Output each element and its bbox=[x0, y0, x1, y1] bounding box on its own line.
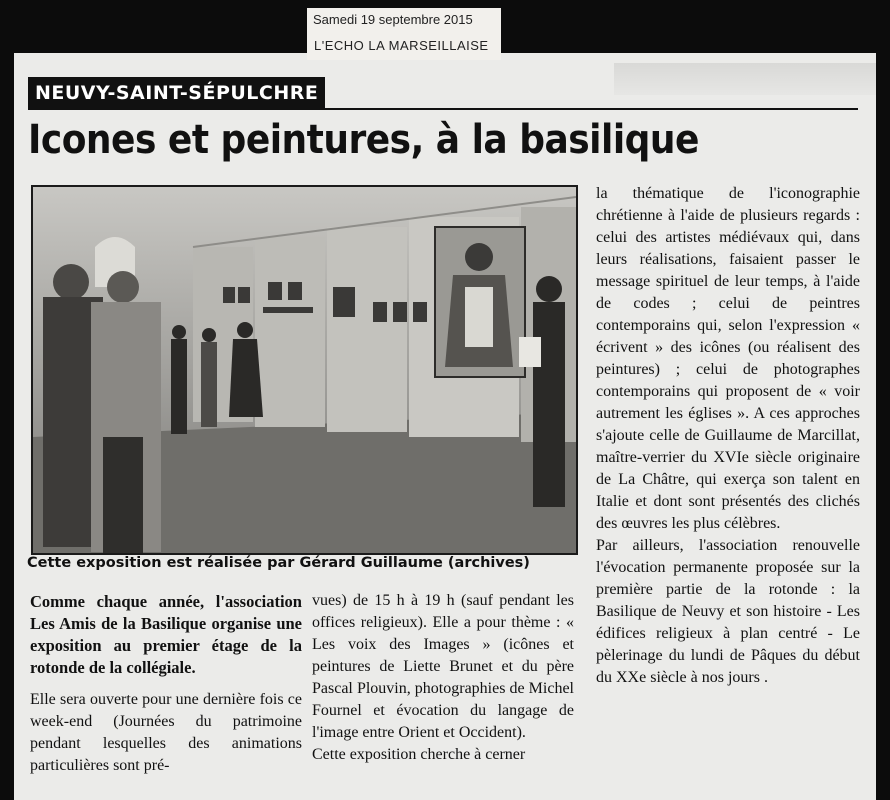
column-1 bbox=[30, 591, 302, 777]
body-paragraph: vues) de 15 h à 19 h (sauf pendant les offices religieux). Elle a pour thème : « Les voix des Images » (icônes et peintures de Liette Brunet et du père Pascal Plouvin, photographies de Michel Fournel et évocation du langage de l'image entre Orient et Occident). bbox=[312, 592, 574, 741]
exhibition-photo-drawing bbox=[33, 187, 576, 553]
publication-date: Samedi 19 septembre 2015 bbox=[313, 12, 473, 27]
photo-caption: Cette exposition est réalisée par Gérard Guillaume (archives) bbox=[27, 555, 530, 571]
rubric-rule bbox=[28, 108, 858, 110]
section-rubric: NEUVY-SAINT-SÉPULCHRE bbox=[28, 77, 325, 110]
lead-paragraph: Comme chaque année, l'association Les Amis de la Basilique organise une exposition au premier étage de la rotonde de la collégiale. bbox=[30, 592, 302, 677]
article-headline: Icones et peintures, à la basilique bbox=[28, 117, 699, 163]
large-icon-painting bbox=[435, 227, 525, 377]
newspaper-clipping bbox=[14, 53, 876, 800]
body-paragraph: Par ailleurs, l'association renouvelle l'évocation permanente proposée sur la première partie de la rotonde : la Basilique de Neuvy et son histoire - Les édifices religieux à plan centré - Le pèlerinage du lundi de Pâques du début du XXe siècle à nos jours . bbox=[596, 537, 860, 686]
body-paragraph: Elle sera ouverte pour une dernière fois ce week-end (Journées du patrimoine pendant lesquelles des animations particulières sont pré- bbox=[30, 691, 302, 774]
body-paragraph: la thématique de l'iconographie chrétienne à l'aide de plusieurs regards : celui des artistes médiévaux qui, dans leurs réalisations, faisaient passer le message spirituel de leur temps, à l'aide de codes ; celui de peintres contemporains qui, selon l'expression « écrivent » des icônes (ou réalisent des peintures) ; celui de photographes contemporains qui proposent de « voir autrement les églises ». A ces approches s'ajoute celle de Guillaume de Marcillat, maître-verrier du XVIe siècle originaire de La Châtre, qui exerça son talent en Italie et dont sont présentés des clichés des œuvres les plus célèbres. bbox=[596, 185, 860, 532]
body-paragraph: Cette exposition cherche à cerner bbox=[312, 746, 526, 763]
publication-name: L'ECHO LA MARSEILLAISE bbox=[314, 38, 489, 53]
column-2 bbox=[312, 590, 574, 766]
column-3 bbox=[596, 183, 860, 689]
newspaper-source-tag bbox=[307, 8, 501, 60]
bleed-through-text bbox=[614, 63, 876, 95]
exhibition-photo bbox=[31, 185, 578, 555]
